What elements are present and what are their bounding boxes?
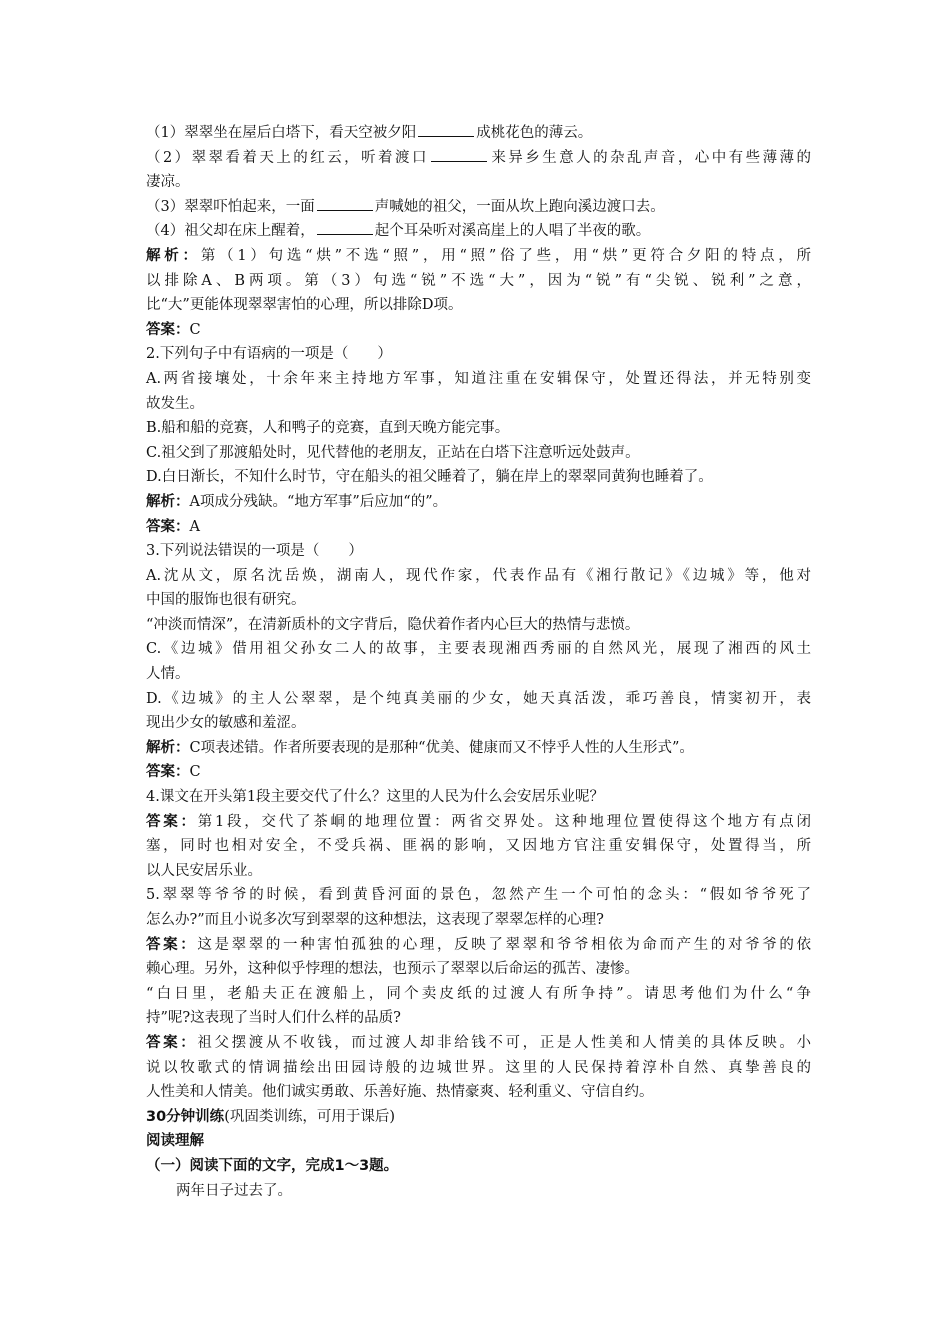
q3-option-a-cont: 中国的服饰也很有研究。: [146, 592, 306, 609]
q1-analysis: 解析：第（1）句选“烘”不选“照”，用“照”俗了些，用“烘”更符合夕阳的特点，所: [146, 247, 812, 264]
blank-line: [431, 147, 487, 162]
section-subtitle: 阅读理解: [146, 1133, 204, 1150]
q2-analysis: 解析：A项成分残缺。“地方军事”后应加“的”。: [146, 493, 448, 510]
section-title: 30分钟训练(巩固类训练，可用于课后): [146, 1108, 396, 1125]
answer-label: 答案：: [146, 321, 190, 338]
q2-stem: 2.下列句子中有语病的一项是（ ）: [146, 346, 392, 363]
blank-line: [317, 196, 373, 211]
fill-item-4: （4）祖父却在床上醒着， 起个耳朵听对溪高崖上的人唱了半夜的歌。: [146, 219, 811, 244]
q5-stem-l2: 怎么办?”而且小说多次写到翠翠的这种想法，这表现了翠翠怎样的心理?: [146, 912, 604, 928]
q4-answer: 答案：第1段，交代了茶峒的地理位置：两省交界处。这种地理位置使得这个地方有点闭: [146, 813, 811, 830]
q3-option-b: “冲淡而情深”，在清新质朴的文字背后，隐伏着作者内心巨大的热情与悲愤。: [146, 616, 640, 633]
answer-label: 答案：: [146, 764, 190, 781]
q6-stem: “白日里，老船夫正在渡船上，同个卖皮纸的过渡人有所争持”。请思考他们为什么“争: [146, 985, 811, 1002]
q3-analysis: 解析：C项表述错。作者所要表现的是那种“优美、健康而又不悖乎人性的人生形式”。: [146, 739, 694, 756]
q2-option-c: C.祖父到了那渡船处时，见代替他的老朋友，正站在白塔下注意听远处鼓声。: [146, 444, 640, 461]
q5-stem: 5.翠翠等爷爷的时候，看到黄昏河面的景色，忽然产生一个可怕的念头：“假如爷爷死了: [146, 887, 811, 904]
fill-item-3: （3）翠翠吓怕起来，一面 声喊她的祖父，一面从坎上跑向溪边渡口去。: [146, 195, 811, 220]
q2-option-a: A.两省接壤处，十余年来主持地方军事，知道注重在安辑保守，处置还得法，并无特别变: [146, 370, 811, 387]
first-paragraph: 两年日子过去了。: [176, 1182, 292, 1199]
q3-option-d: D.《边城》的主人公翠翠，是个纯真美丽的少女，她天真活泼，乖巧善良，情窦初开，表: [146, 690, 811, 707]
document-page: [146, 121, 811, 1203]
analysis-label: 解析：: [146, 739, 190, 756]
q2-answer: 答案：A: [146, 518, 200, 535]
q4-answer-l3: 以人民安居乐业。: [146, 862, 262, 879]
q5-answer-l2: 赖心理。另外，这种似乎悖理的想法，也预示了翠翠以后命运的孤苦、凄惨。: [146, 961, 639, 978]
q3-option-a: A.沈从文，原名沈岳焕，湖南人，现代作家，代表作品有《湘行散记》《边城》等，他对: [146, 567, 811, 584]
fill-item-1: （1）翠翠坐在屋后白塔下，看天空被夕阳 成桃花色的薄云。: [146, 121, 811, 146]
answer-label: 答案：: [146, 936, 198, 953]
q3-option-c: C.《边城》借用祖父孙女二人的故事，主要表现湘西秀丽的自然风光，展现了湘西的风土: [146, 641, 811, 658]
q3-option-c-cont: 人情。: [146, 666, 190, 683]
section-part-heading: （一）阅读下面的文字，完成1～3题。: [146, 1157, 399, 1174]
blank-line: [317, 220, 373, 235]
q2-option-b: B.船和船的竞赛，人和鸭子的竞赛，直到天晚方能完事。: [146, 420, 510, 437]
q5-answer: 答案：这是翠翠的一种害怕孤独的心理，反映了翠翠和爷爷相依为命而产生的对爷爷的依: [146, 936, 812, 953]
q6-stem-l2: 持”呢?这表现了当时人们什么样的品质?: [146, 1010, 401, 1027]
fill-item-2-cont: 凄凉。: [146, 174, 190, 191]
q1-answer: 答案：C: [146, 321, 201, 338]
q6-answer-l2: 说以牧歌式的情调描绘出田园诗般的边城世界。这里的人民保持着淳朴自然、真挚善良的: [146, 1059, 811, 1076]
q4-stem: 4.课文在开头第1段主要交代了什么？这里的人民为什么会安居乐业呢？: [146, 789, 605, 806]
q6-answer: 答案：祖父摆渡从不收钱，而过渡人却非给钱不可，正是人性美和人情美的具体反映。小: [146, 1034, 812, 1051]
answer-label: 答案：: [146, 813, 198, 830]
q3-answer: 答案：C: [146, 764, 201, 781]
q2-option-d: D.白日渐长，不知什么时节，守在船头的祖父睡着了，躺在岸上的翠翠同黄狗也睡着了。: [146, 469, 713, 486]
q4-answer-l2: 塞，同时也相对安全，不受兵祸、匪祸的影响，又因地方官注重安辑保守，处置得当，所: [146, 838, 811, 855]
answer-label: 答案：: [146, 518, 190, 535]
q3-option-d-cont: 现出少女的敏感和羞涩。: [146, 715, 306, 732]
q6-answer-l3: 人性美和人情美。他们诚实勇敢、乐善好施、热情豪爽、轻利重义、守信自约。: [146, 1084, 654, 1101]
answer-label: 答案：: [146, 1034, 198, 1051]
q3-stem: 3.下列说法错误的一项是（ ）: [146, 543, 363, 560]
analysis-label: 解析：: [146, 493, 190, 510]
q2-option-a-cont: 故发生。: [146, 395, 204, 412]
q1-analysis-l3: 比“大”更能体现翠翠害怕的心理，所以排除D项。: [146, 297, 463, 314]
q1-analysis-l2: 以排除A、B两项。第（3）句选“锐”不选“大”，因为“锐”有“尖锐、锐利”之意，: [146, 272, 811, 289]
blank-line: [418, 122, 474, 137]
fill-item-2: （2）翠翠看着天上的红云，听着渡口 来异乡生意人的杂乱声音，心中有些薄薄的: [146, 146, 811, 171]
analysis-label: 解析：: [146, 247, 201, 264]
